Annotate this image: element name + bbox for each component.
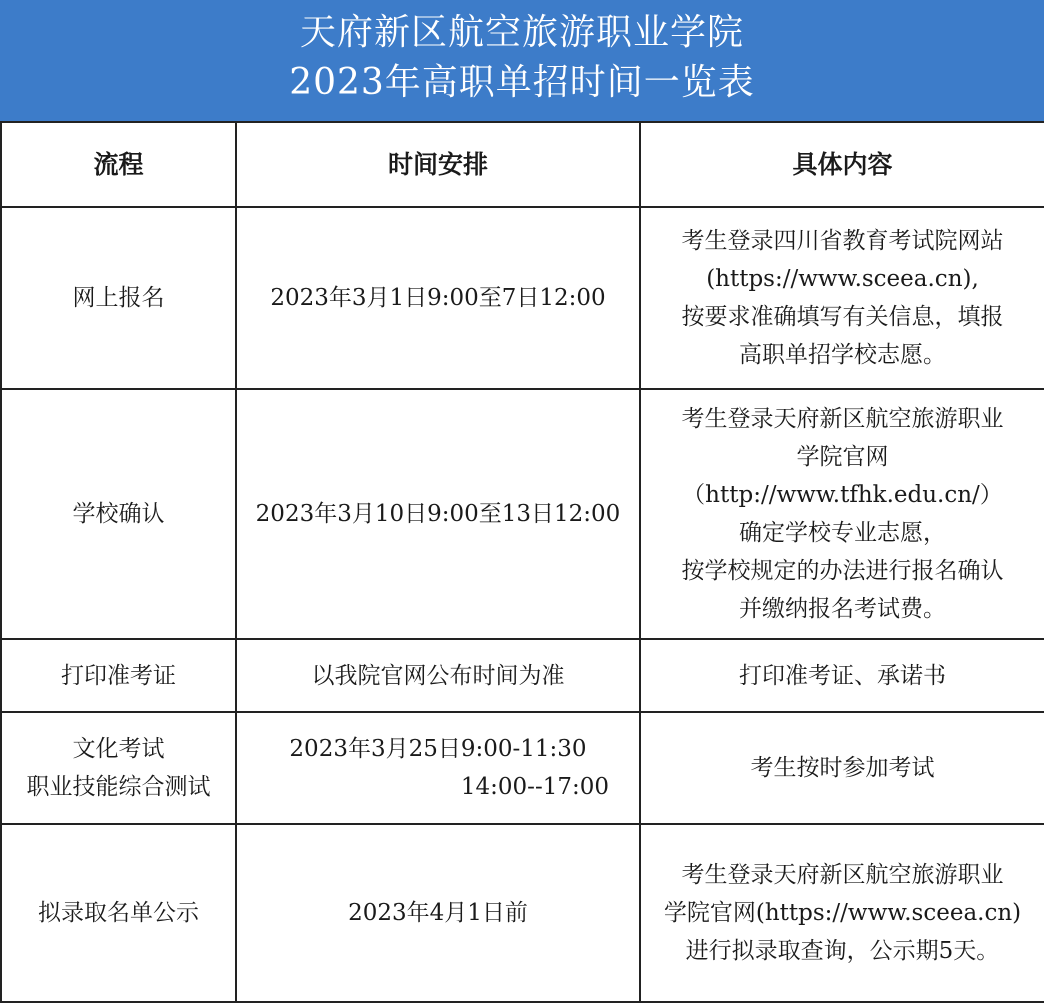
content-text: 考生登录天府新区航空旅游职业 [681,862,1004,888]
step-cell [1,639,236,712]
time-cell [236,639,640,712]
table-header-row [1,122,1044,207]
content-cell [640,207,1044,389]
title-banner [0,0,1044,121]
header-step: 流程 [1,122,236,207]
table-row [1,207,1044,389]
content-cell [640,639,1044,712]
header-time: 时间安排 [236,122,640,207]
content-text: 学院官网 [796,444,889,470]
content-text: 按学校规定的办法进行报名确认 [681,558,1004,584]
time-text: 2023年3月25日9:00-11:30 [289,736,587,762]
time-text: 2023年3月10日9:00至13日12:00 [255,501,621,527]
content-text: 考生登录天府新区航空旅游职业 [681,406,1004,432]
time-text: 2023年4月1日前 [348,900,528,926]
step-text: 网上报名 [72,285,165,311]
time-cell [236,824,640,1002]
time-cell [236,207,640,389]
step-text: 拟录取名单公示 [38,900,199,926]
content-text: 学院官网(https://www.sceea.cn) [663,900,1022,926]
step-text: 学校确认 [72,501,165,527]
content-text: 考生按时参加考试 [750,755,935,781]
title-line-2: 2023年高职单招时间一览表 [289,62,755,103]
content-text: 按要求准确填写有关信息，填报 [681,304,1004,330]
content-text: 考生登录四川省教育考试院网站 [681,228,1004,254]
content-cell [640,712,1044,824]
time-text: 2023年3月1日9:00至7日12:00 [270,285,606,311]
table-row [1,389,1044,639]
step-cell [1,712,236,824]
time-cell [236,389,640,639]
content-cell [640,389,1044,639]
step-cell [1,207,236,389]
content-text: 高职单招学校志愿。 [739,342,946,368]
step-text: 打印准考证 [61,662,176,689]
content-text: 打印准考证、承诺书 [739,662,946,689]
schedule-table [0,121,1044,1003]
title-line-1: 天府新区航空旅游职业学院 [299,12,744,53]
step-cell [1,824,236,1002]
step-text: 职业技能综合测试 [26,774,211,800]
time-text: 以我院官网公布时间为准 [311,662,565,689]
header-content: 具体内容 [640,122,1044,207]
step-cell [1,389,236,639]
step-text: 文化考试 [72,736,165,762]
content-text: 并缴纳报名考试费。 [739,596,946,622]
content-cell [640,824,1044,1002]
table-row [1,712,1044,824]
time-cell [236,712,640,824]
table-row [1,824,1044,1002]
time-text: 14:00--17:00 [460,774,609,800]
content-text: （http://www.tfhk.edu.cn/） [682,482,1003,508]
content-text: (https://www.sceea.cn), [706,266,979,292]
table-row [1,639,1044,712]
content-text: 确定学校专业志愿， [739,520,946,546]
content-text: 进行拟录取查询，公示期5天。 [685,938,1000,964]
